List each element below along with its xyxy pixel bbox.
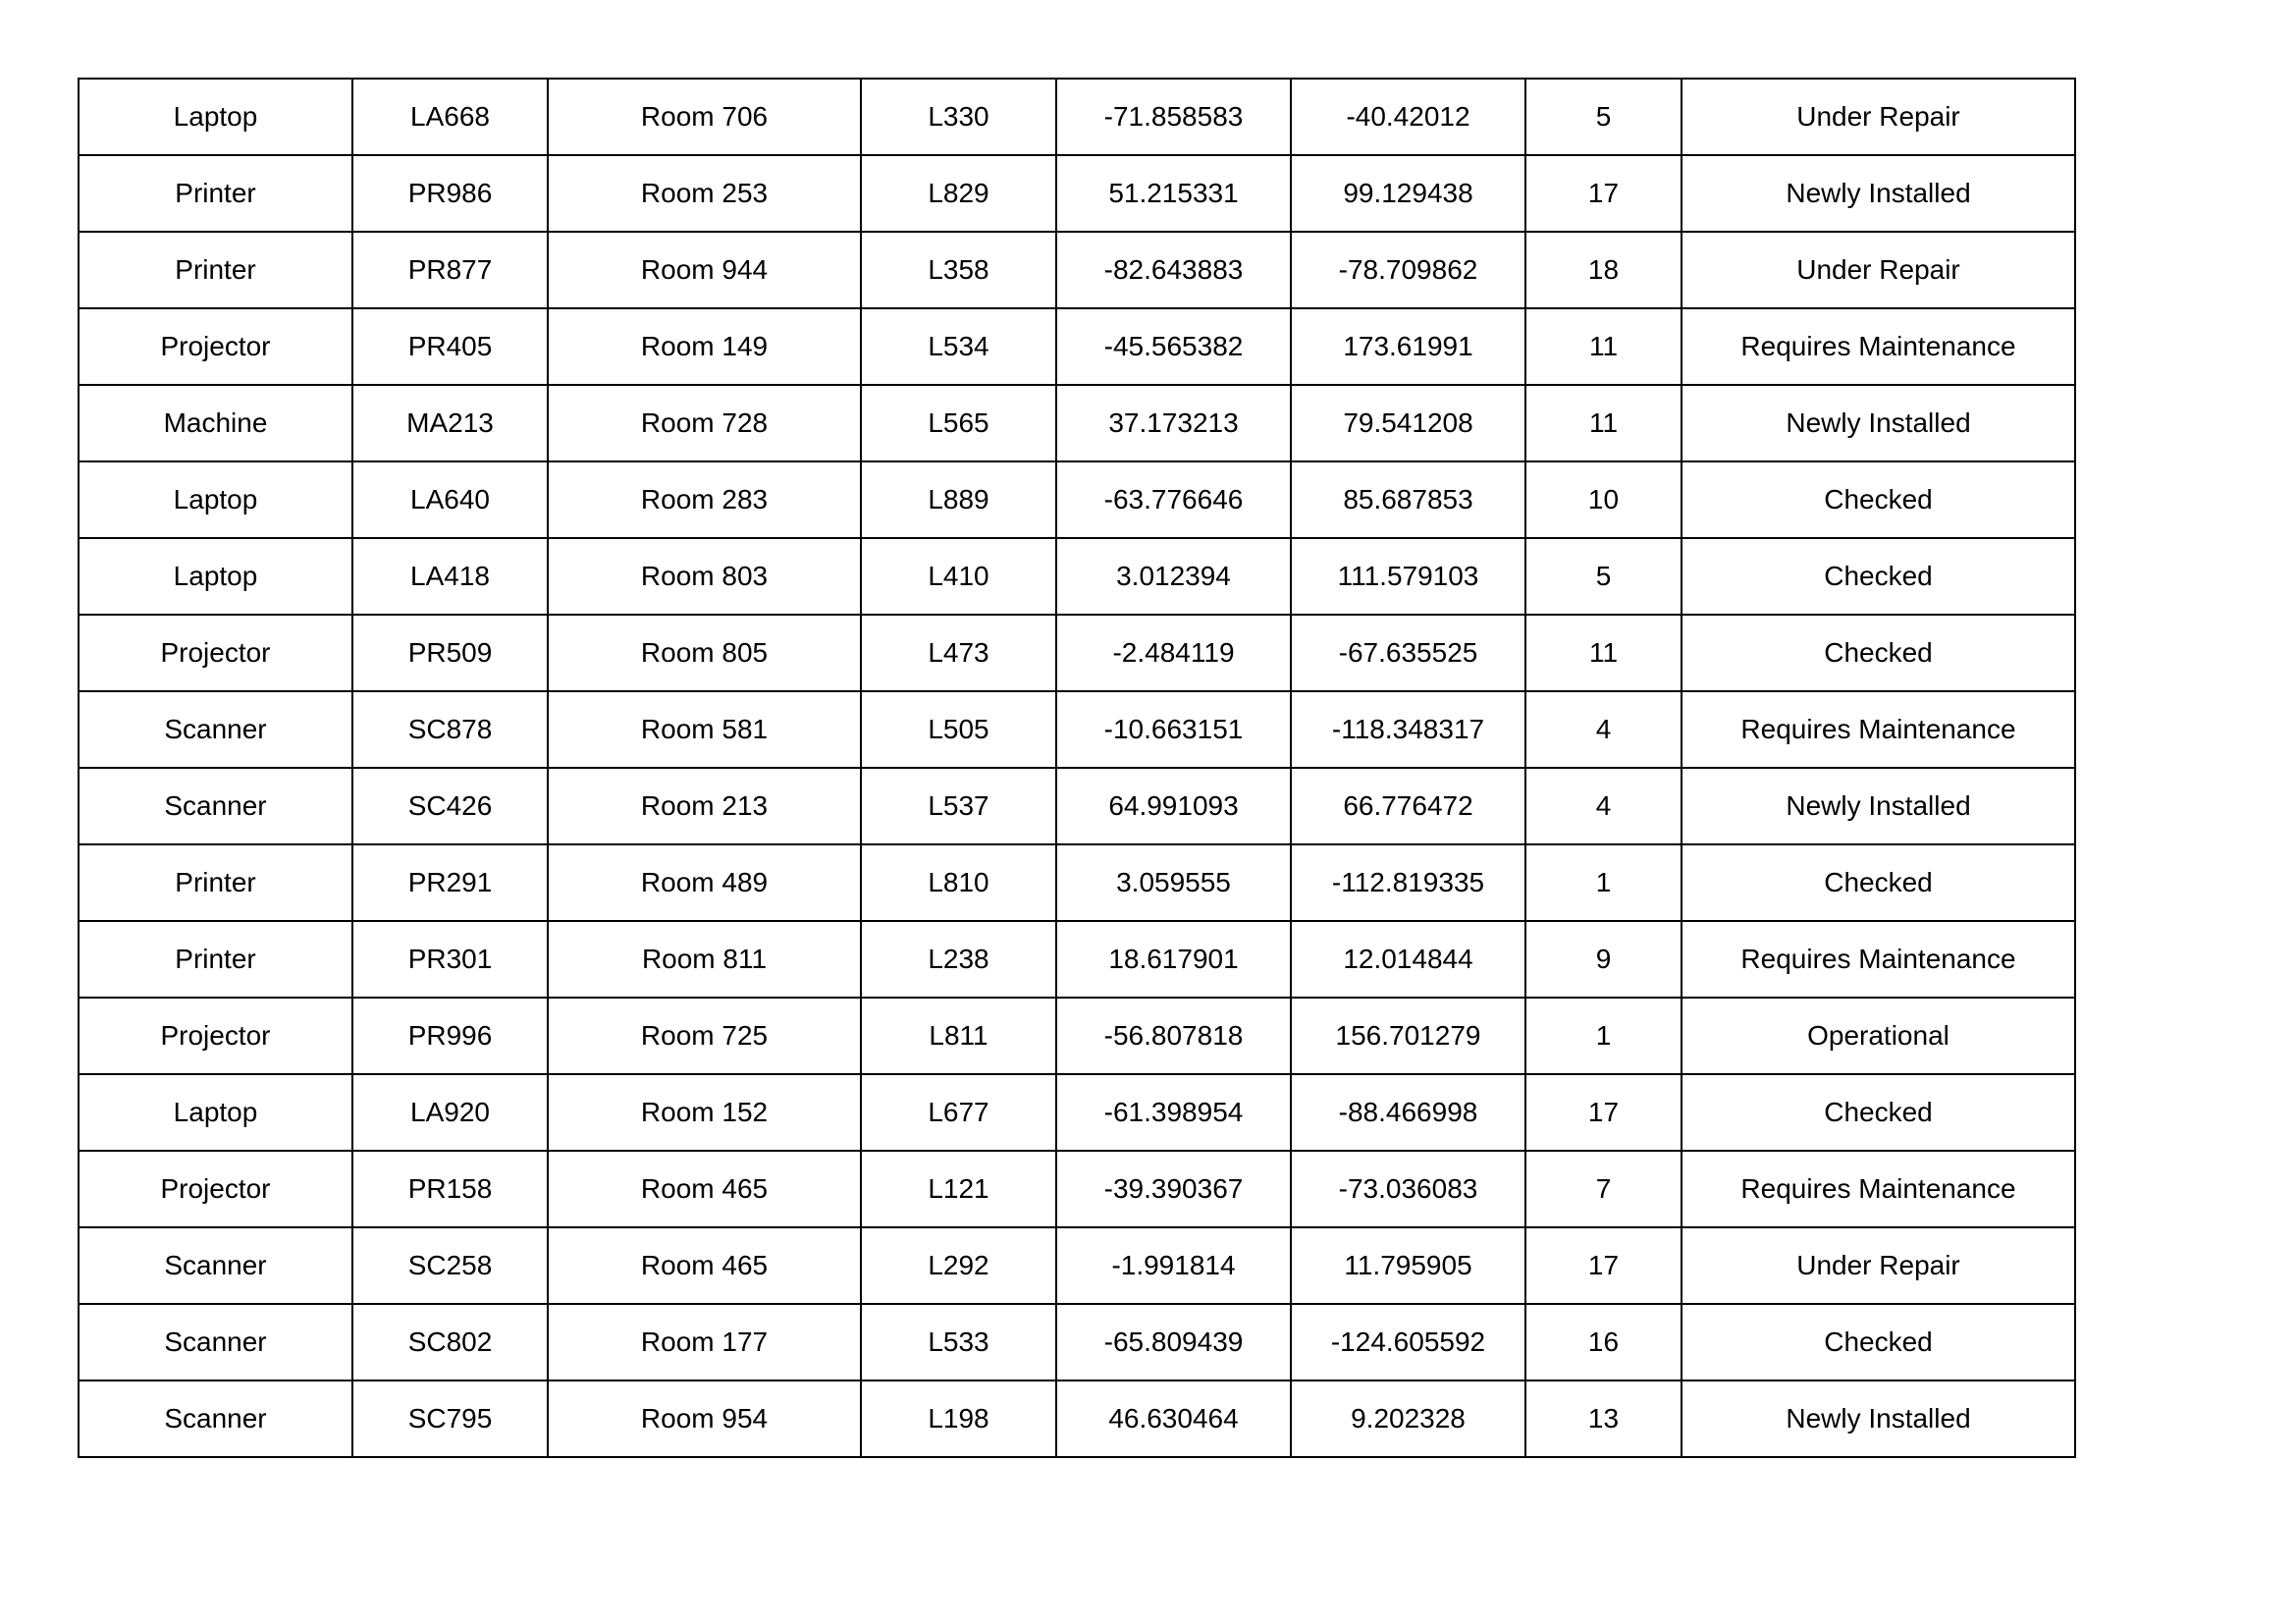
equipment-type-cell: Scanner <box>79 1304 352 1380</box>
location-code-cell: L238 <box>861 921 1056 998</box>
table-row <box>79 461 2075 538</box>
latitude-cell: -2.484119 <box>1056 615 1291 691</box>
status-cell: Checked <box>1682 538 2075 615</box>
longitude-cell: -88.466998 <box>1291 1074 1525 1151</box>
table-row <box>79 844 2075 921</box>
equipment-type-cell: Scanner <box>79 1380 352 1457</box>
location-code-cell: L677 <box>861 1074 1056 1151</box>
document-page <box>78 78 2076 1458</box>
count-cell: 4 <box>1525 691 1682 768</box>
equipment-id-cell: SC426 <box>352 768 548 844</box>
longitude-cell: 79.541208 <box>1291 385 1525 461</box>
table-row <box>79 1227 2075 1304</box>
count-cell: 17 <box>1525 155 1682 232</box>
longitude-cell: 85.687853 <box>1291 461 1525 538</box>
status-cell: Newly Installed <box>1682 768 2075 844</box>
table-row <box>79 155 2075 232</box>
status-cell: Under Repair <box>1682 79 2075 155</box>
longitude-cell: 156.701279 <box>1291 998 1525 1074</box>
latitude-cell: 64.991093 <box>1056 768 1291 844</box>
longitude-cell: -67.635525 <box>1291 615 1525 691</box>
latitude-cell: -82.643883 <box>1056 232 1291 308</box>
longitude-cell: -124.605592 <box>1291 1304 1525 1380</box>
status-cell: Checked <box>1682 844 2075 921</box>
table-row <box>79 1074 2075 1151</box>
count-cell: 9 <box>1525 921 1682 998</box>
longitude-cell: 66.776472 <box>1291 768 1525 844</box>
equipment-type-cell: Printer <box>79 232 352 308</box>
count-cell: 11 <box>1525 385 1682 461</box>
location-code-cell: L537 <box>861 768 1056 844</box>
equipment-id-cell: SC795 <box>352 1380 548 1457</box>
room-cell: Room 805 <box>548 615 861 691</box>
latitude-cell: -63.776646 <box>1056 461 1291 538</box>
equipment-id-cell: PR996 <box>352 998 548 1074</box>
count-cell: 4 <box>1525 768 1682 844</box>
table-row <box>79 308 2075 385</box>
longitude-cell: -40.42012 <box>1291 79 1525 155</box>
equipment-type-cell: Projector <box>79 308 352 385</box>
table-row <box>79 998 2075 1074</box>
equipment-type-cell: Scanner <box>79 691 352 768</box>
equipment-id-cell: PR509 <box>352 615 548 691</box>
count-cell: 1 <box>1525 998 1682 1074</box>
status-cell: Newly Installed <box>1682 155 2075 232</box>
table-row <box>79 1380 2075 1457</box>
location-code-cell: L534 <box>861 308 1056 385</box>
latitude-cell: -45.565382 <box>1056 308 1291 385</box>
count-cell: 1 <box>1525 844 1682 921</box>
equipment-id-cell: SC258 <box>352 1227 548 1304</box>
location-code-cell: L810 <box>861 844 1056 921</box>
equipment-id-cell: LA640 <box>352 461 548 538</box>
room-cell: Room 489 <box>548 844 861 921</box>
room-cell: Room 706 <box>548 79 861 155</box>
room-cell: Room 213 <box>548 768 861 844</box>
location-code-cell: L121 <box>861 1151 1056 1227</box>
equipment-id-cell: LA418 <box>352 538 548 615</box>
room-cell: Room 149 <box>548 308 861 385</box>
latitude-cell: -10.663151 <box>1056 691 1291 768</box>
status-cell: Under Repair <box>1682 232 2075 308</box>
longitude-cell: 173.61991 <box>1291 308 1525 385</box>
equipment-id-cell: LA668 <box>352 79 548 155</box>
status-cell: Requires Maintenance <box>1682 1151 2075 1227</box>
count-cell: 5 <box>1525 538 1682 615</box>
location-code-cell: L811 <box>861 998 1056 1074</box>
room-cell: Room 152 <box>548 1074 861 1151</box>
room-cell: Room 283 <box>548 461 861 538</box>
room-cell: Room 725 <box>548 998 861 1074</box>
status-cell: Requires Maintenance <box>1682 921 2075 998</box>
equipment-type-cell: Projector <box>79 1151 352 1227</box>
status-cell: Checked <box>1682 1074 2075 1151</box>
table-row <box>79 79 2075 155</box>
equipment-type-cell: Scanner <box>79 768 352 844</box>
status-cell: Checked <box>1682 615 2075 691</box>
longitude-cell: 9.202328 <box>1291 1380 1525 1457</box>
table-row <box>79 921 2075 998</box>
longitude-cell: -118.348317 <box>1291 691 1525 768</box>
equipment-id-cell: PR986 <box>352 155 548 232</box>
equipment-id-cell: PR877 <box>352 232 548 308</box>
table-row <box>79 691 2075 768</box>
equipment-type-cell: Laptop <box>79 538 352 615</box>
location-code-cell: L889 <box>861 461 1056 538</box>
table-body <box>79 79 2075 1457</box>
equipment-id-cell: PR405 <box>352 308 548 385</box>
location-code-cell: L473 <box>861 615 1056 691</box>
room-cell: Room 581 <box>548 691 861 768</box>
status-cell: Checked <box>1682 461 2075 538</box>
count-cell: 17 <box>1525 1227 1682 1304</box>
status-cell: Requires Maintenance <box>1682 308 2075 385</box>
table-row <box>79 615 2075 691</box>
longitude-cell: -73.036083 <box>1291 1151 1525 1227</box>
latitude-cell: -56.807818 <box>1056 998 1291 1074</box>
table-row <box>79 385 2075 461</box>
status-cell: Checked <box>1682 1304 2075 1380</box>
longitude-cell: 99.129438 <box>1291 155 1525 232</box>
latitude-cell: 37.173213 <box>1056 385 1291 461</box>
equipment-type-cell: Laptop <box>79 461 352 538</box>
status-cell: Requires Maintenance <box>1682 691 2075 768</box>
status-cell: Newly Installed <box>1682 385 2075 461</box>
count-cell: 7 <box>1525 1151 1682 1227</box>
status-cell: Newly Installed <box>1682 1380 2075 1457</box>
room-cell: Room 177 <box>548 1304 861 1380</box>
room-cell: Room 954 <box>548 1380 861 1457</box>
latitude-cell: 3.059555 <box>1056 844 1291 921</box>
location-code-cell: L358 <box>861 232 1056 308</box>
longitude-cell: 12.014844 <box>1291 921 1525 998</box>
room-cell: Room 728 <box>548 385 861 461</box>
count-cell: 5 <box>1525 79 1682 155</box>
room-cell: Room 944 <box>548 232 861 308</box>
equipment-type-cell: Printer <box>79 844 352 921</box>
equipment-table <box>78 78 2076 1458</box>
latitude-cell: -61.398954 <box>1056 1074 1291 1151</box>
equipment-type-cell: Laptop <box>79 79 352 155</box>
latitude-cell: -65.809439 <box>1056 1304 1291 1380</box>
latitude-cell: -39.390367 <box>1056 1151 1291 1227</box>
room-cell: Room 465 <box>548 1227 861 1304</box>
location-code-cell: L505 <box>861 691 1056 768</box>
room-cell: Room 465 <box>548 1151 861 1227</box>
location-code-cell: L829 <box>861 155 1056 232</box>
location-code-cell: L533 <box>861 1304 1056 1380</box>
equipment-type-cell: Printer <box>79 155 352 232</box>
latitude-cell: 18.617901 <box>1056 921 1291 998</box>
status-cell: Under Repair <box>1682 1227 2075 1304</box>
equipment-id-cell: LA920 <box>352 1074 548 1151</box>
count-cell: 16 <box>1525 1304 1682 1380</box>
latitude-cell: 3.012394 <box>1056 538 1291 615</box>
equipment-type-cell: Scanner <box>79 1227 352 1304</box>
location-code-cell: L330 <box>861 79 1056 155</box>
room-cell: Room 803 <box>548 538 861 615</box>
latitude-cell: -71.858583 <box>1056 79 1291 155</box>
equipment-id-cell: PR301 <box>352 921 548 998</box>
location-code-cell: L410 <box>861 538 1056 615</box>
latitude-cell: 46.630464 <box>1056 1380 1291 1457</box>
equipment-type-cell: Printer <box>79 921 352 998</box>
count-cell: 13 <box>1525 1380 1682 1457</box>
room-cell: Room 811 <box>548 921 861 998</box>
latitude-cell: -1.991814 <box>1056 1227 1291 1304</box>
longitude-cell: 111.579103 <box>1291 538 1525 615</box>
table-row <box>79 232 2075 308</box>
status-cell: Operational <box>1682 998 2075 1074</box>
equipment-id-cell: SC802 <box>352 1304 548 1380</box>
equipment-id-cell: PR158 <box>352 1151 548 1227</box>
longitude-cell: -78.709862 <box>1291 232 1525 308</box>
table-row <box>79 1151 2075 1227</box>
location-code-cell: L565 <box>861 385 1056 461</box>
equipment-type-cell: Projector <box>79 998 352 1074</box>
count-cell: 11 <box>1525 308 1682 385</box>
count-cell: 18 <box>1525 232 1682 308</box>
location-code-cell: L198 <box>861 1380 1056 1457</box>
table-row <box>79 1304 2075 1380</box>
equipment-id-cell: MA213 <box>352 385 548 461</box>
equipment-id-cell: SC878 <box>352 691 548 768</box>
equipment-type-cell: Projector <box>79 615 352 691</box>
equipment-type-cell: Machine <box>79 385 352 461</box>
equipment-id-cell: PR291 <box>352 844 548 921</box>
location-code-cell: L292 <box>861 1227 1056 1304</box>
room-cell: Room 253 <box>548 155 861 232</box>
table-row <box>79 768 2075 844</box>
table-row <box>79 538 2075 615</box>
latitude-cell: 51.215331 <box>1056 155 1291 232</box>
count-cell: 17 <box>1525 1074 1682 1151</box>
count-cell: 10 <box>1525 461 1682 538</box>
longitude-cell: -112.819335 <box>1291 844 1525 921</box>
count-cell: 11 <box>1525 615 1682 691</box>
longitude-cell: 11.795905 <box>1291 1227 1525 1304</box>
equipment-type-cell: Laptop <box>79 1074 352 1151</box>
